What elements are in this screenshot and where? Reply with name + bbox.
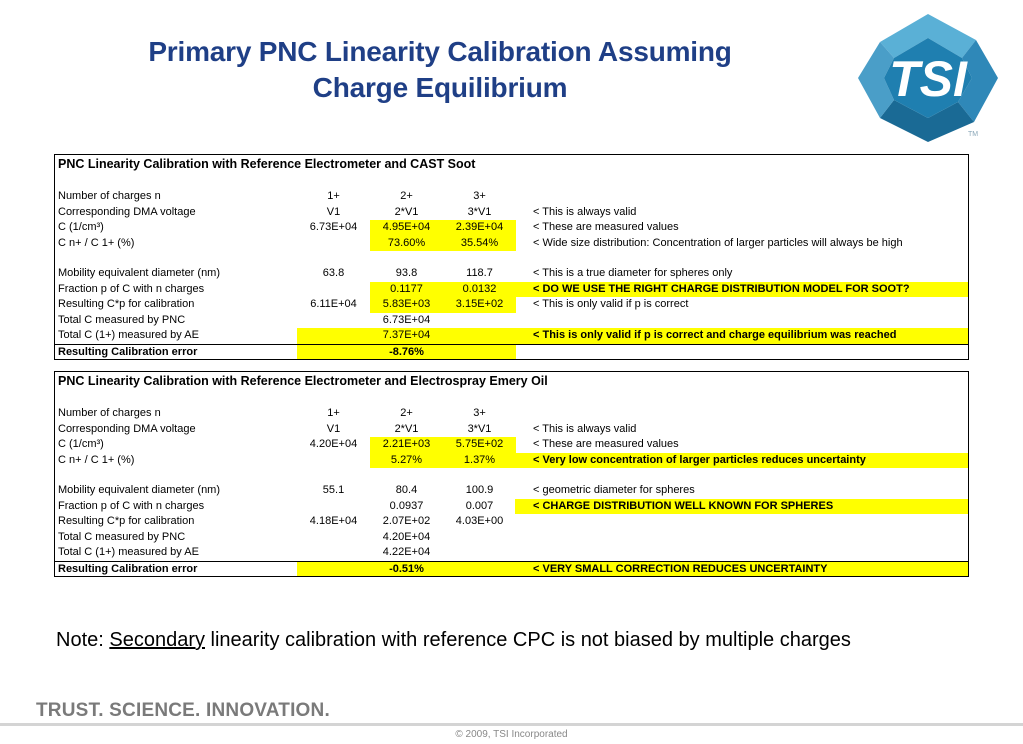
value-2: 2.21E+03 — [370, 437, 443, 453]
value-1: 4.20E+04 — [309, 438, 358, 450]
table-row — [55, 328, 968, 344]
value-2: 2+ — [400, 190, 413, 202]
row-label: Fraction p of C with n charges — [58, 282, 205, 295]
table-header: PNC Linearity Calibration with Reference Electrometer and CAST Soot — [58, 157, 476, 171]
table-row — [55, 406, 968, 422]
value-3: 1.37% — [443, 453, 516, 469]
title-line-1: Primary PNC Linearity Calibration Assuming — [148, 36, 732, 67]
value-3: 100.9 — [465, 484, 494, 496]
footnote — [56, 627, 851, 653]
note-prefix: Note: — [56, 629, 110, 651]
value-1 — [297, 328, 370, 344]
calibration-error-row — [55, 561, 968, 577]
value-2: 80.4 — [395, 484, 418, 496]
page-title — [100, 34, 780, 106]
row-note: < Very low concentration of larger particles reduces uncertainty — [515, 453, 968, 469]
calibration-error-value: -0.51% — [370, 562, 443, 577]
value-3 — [443, 562, 516, 577]
row-note — [515, 313, 968, 329]
value-1 — [297, 562, 370, 577]
row-label: C (1/cm³) — [58, 221, 104, 233]
row-label: Mobility equivalent diameter (nm) — [58, 484, 221, 496]
value-1: 63.8 — [322, 267, 345, 279]
table-row — [55, 453, 968, 469]
value-3: 35.54% — [443, 236, 516, 252]
value-1 — [297, 545, 370, 561]
table-row — [55, 297, 968, 313]
footer-divider — [0, 723, 1023, 726]
table-row — [55, 282, 968, 298]
row-label: C (1/cm³) — [58, 438, 104, 450]
copyright: © 2009, TSI Incorporated — [455, 729, 568, 740]
row-label: Resulting Calibration error — [58, 345, 198, 358]
value-2: 0.0937 — [389, 499, 424, 512]
row-note: < VERY SMALL CORRECTION REDUCES UNCERTAINTY — [515, 562, 968, 577]
row-label: Number of charges n — [58, 190, 161, 202]
value-3 — [443, 313, 516, 329]
row-note: < These are measured values — [533, 221, 679, 233]
company-tagline: TRUST. SCIENCE. INNOVATION. — [36, 700, 330, 721]
row-label: C n+ / C 1+ (%) — [58, 236, 135, 249]
value-1 — [297, 313, 370, 329]
value-1 — [297, 345, 370, 360]
table-row — [55, 313, 968, 329]
value-1: 6.11E+04 — [310, 298, 357, 310]
row-label: Corresponding DMA voltage — [58, 422, 196, 435]
row-note: < This is always valid — [533, 205, 637, 218]
table-row — [55, 437, 968, 453]
value-3: 5.75E+02 — [443, 437, 516, 453]
value-3 — [443, 345, 516, 360]
value-3: 4.03E+00 — [455, 515, 504, 527]
value-3: 3*V1 — [467, 422, 492, 435]
value-1 — [297, 453, 370, 469]
value-2: 7.37E+04 — [370, 328, 443, 344]
value-1: V1 — [326, 422, 341, 435]
row-note: < This is a true diameter for spheres only — [533, 267, 733, 279]
value-2: 73.60% — [370, 236, 443, 252]
row-note: < geometric diameter for spheres — [533, 484, 695, 496]
value-3: 0.007 — [465, 499, 494, 512]
row-label: Total C (1+) measured by AE — [58, 546, 199, 558]
value-2: 2+ — [400, 407, 413, 419]
value-3 — [443, 328, 516, 344]
cast-soot-table — [54, 154, 969, 360]
row-label: C n+ / C 1+ (%) — [58, 453, 135, 466]
row-note: < Wide size distribution: Concentration of larger particles will always be high — [533, 236, 903, 249]
logo-text: TSI — [889, 51, 967, 107]
tsi-logo — [858, 14, 998, 142]
value-3: 0.0132 — [443, 282, 516, 298]
value-2: 5.83E+03 — [370, 297, 443, 313]
calibration-error-value: -8.76% — [370, 345, 443, 360]
value-2: 4.95E+04 — [370, 220, 443, 236]
value-2: 2.07E+02 — [382, 515, 431, 527]
table-row — [55, 422, 968, 438]
row-note — [515, 514, 968, 530]
value-1 — [297, 499, 370, 515]
note-underlined-word: Secondary — [109, 629, 205, 651]
table-header: PNC Linearity Calibration with Reference Electrometer and Electrospray Emery Oil — [58, 374, 548, 388]
value-1: V1 — [326, 205, 341, 218]
value-3: 2.39E+04 — [443, 220, 516, 236]
value-1: 1+ — [327, 190, 340, 202]
table-row — [55, 483, 968, 499]
row-note: < These are measured values — [533, 438, 679, 450]
value-2: 5.27% — [370, 453, 443, 469]
row-label: Fraction p of C with n charges — [58, 499, 205, 512]
row-note: < This is only valid if p is correct and charge equilibrium was reached — [515, 328, 968, 344]
row-label: Total C (1+) measured by AE — [58, 329, 199, 341]
table-row — [55, 545, 968, 561]
table-row — [55, 266, 968, 282]
row-label: Corresponding DMA voltage — [58, 205, 196, 218]
value-2: 4.20E+04 — [382, 530, 431, 543]
table-row — [55, 499, 968, 515]
value-1: 55.1 — [322, 484, 345, 496]
table-row — [55, 189, 968, 205]
value-3: 3.15E+02 — [443, 297, 516, 313]
row-label: Resulting Calibration error — [58, 562, 198, 575]
row-label: Mobility equivalent diameter (nm) — [58, 267, 221, 279]
row-note: < CHARGE DISTRIBUTION WELL KNOWN FOR SPHERES — [515, 499, 968, 515]
title-line-2: Charge Equilibrium — [312, 72, 568, 103]
row-note: < This is only valid if p is correct — [533, 298, 689, 310]
row-note — [515, 189, 968, 205]
electrospray-emery-oil-table — [54, 371, 969, 577]
value-1: 1+ — [327, 407, 340, 419]
value-2: 93.8 — [395, 267, 418, 279]
value-3: 3+ — [473, 407, 486, 419]
calibration-error-row — [55, 344, 968, 360]
row-label: Number of charges n — [58, 407, 161, 419]
value-3 — [443, 545, 516, 561]
row-label: Total C measured by PNC — [58, 313, 186, 326]
row-note: < DO WE USE THE RIGHT CHARGE DISTRIBUTION MODEL FOR SOOT? — [515, 282, 968, 298]
row-label: Total C measured by PNC — [58, 530, 186, 543]
table-row — [55, 205, 968, 221]
value-3: 118.7 — [466, 267, 493, 279]
value-1 — [297, 282, 370, 298]
row-note — [515, 545, 968, 561]
table-row — [55, 530, 968, 546]
value-2: 4.22E+04 — [382, 546, 431, 558]
value-1 — [297, 236, 370, 252]
value-3 — [443, 530, 516, 546]
value-1: 6.73E+04 — [309, 221, 358, 233]
row-label: Resulting C*p for calibration — [58, 515, 195, 527]
value-2: 2*V1 — [394, 422, 419, 435]
value-1 — [297, 530, 370, 546]
value-3: 3*V1 — [467, 205, 492, 218]
value-1: 4.18E+04 — [309, 515, 358, 527]
logo-tm: TM — [968, 131, 979, 138]
table-row — [55, 514, 968, 530]
row-note — [515, 406, 968, 422]
value-2: 6.73E+04 — [382, 313, 431, 326]
row-note — [515, 530, 968, 546]
table-row — [55, 236, 968, 252]
value-2: 2*V1 — [394, 205, 419, 218]
value-2: 0.1177 — [370, 282, 443, 298]
row-note — [515, 345, 968, 360]
value-3: 3+ — [473, 190, 486, 202]
note-suffix: linearity calibration with reference CPC is not biased by multiple charges — [204, 629, 851, 651]
table-row — [55, 220, 968, 236]
row-label: Resulting C*p for calibration — [58, 298, 195, 310]
row-note: < This is always valid — [533, 422, 637, 435]
